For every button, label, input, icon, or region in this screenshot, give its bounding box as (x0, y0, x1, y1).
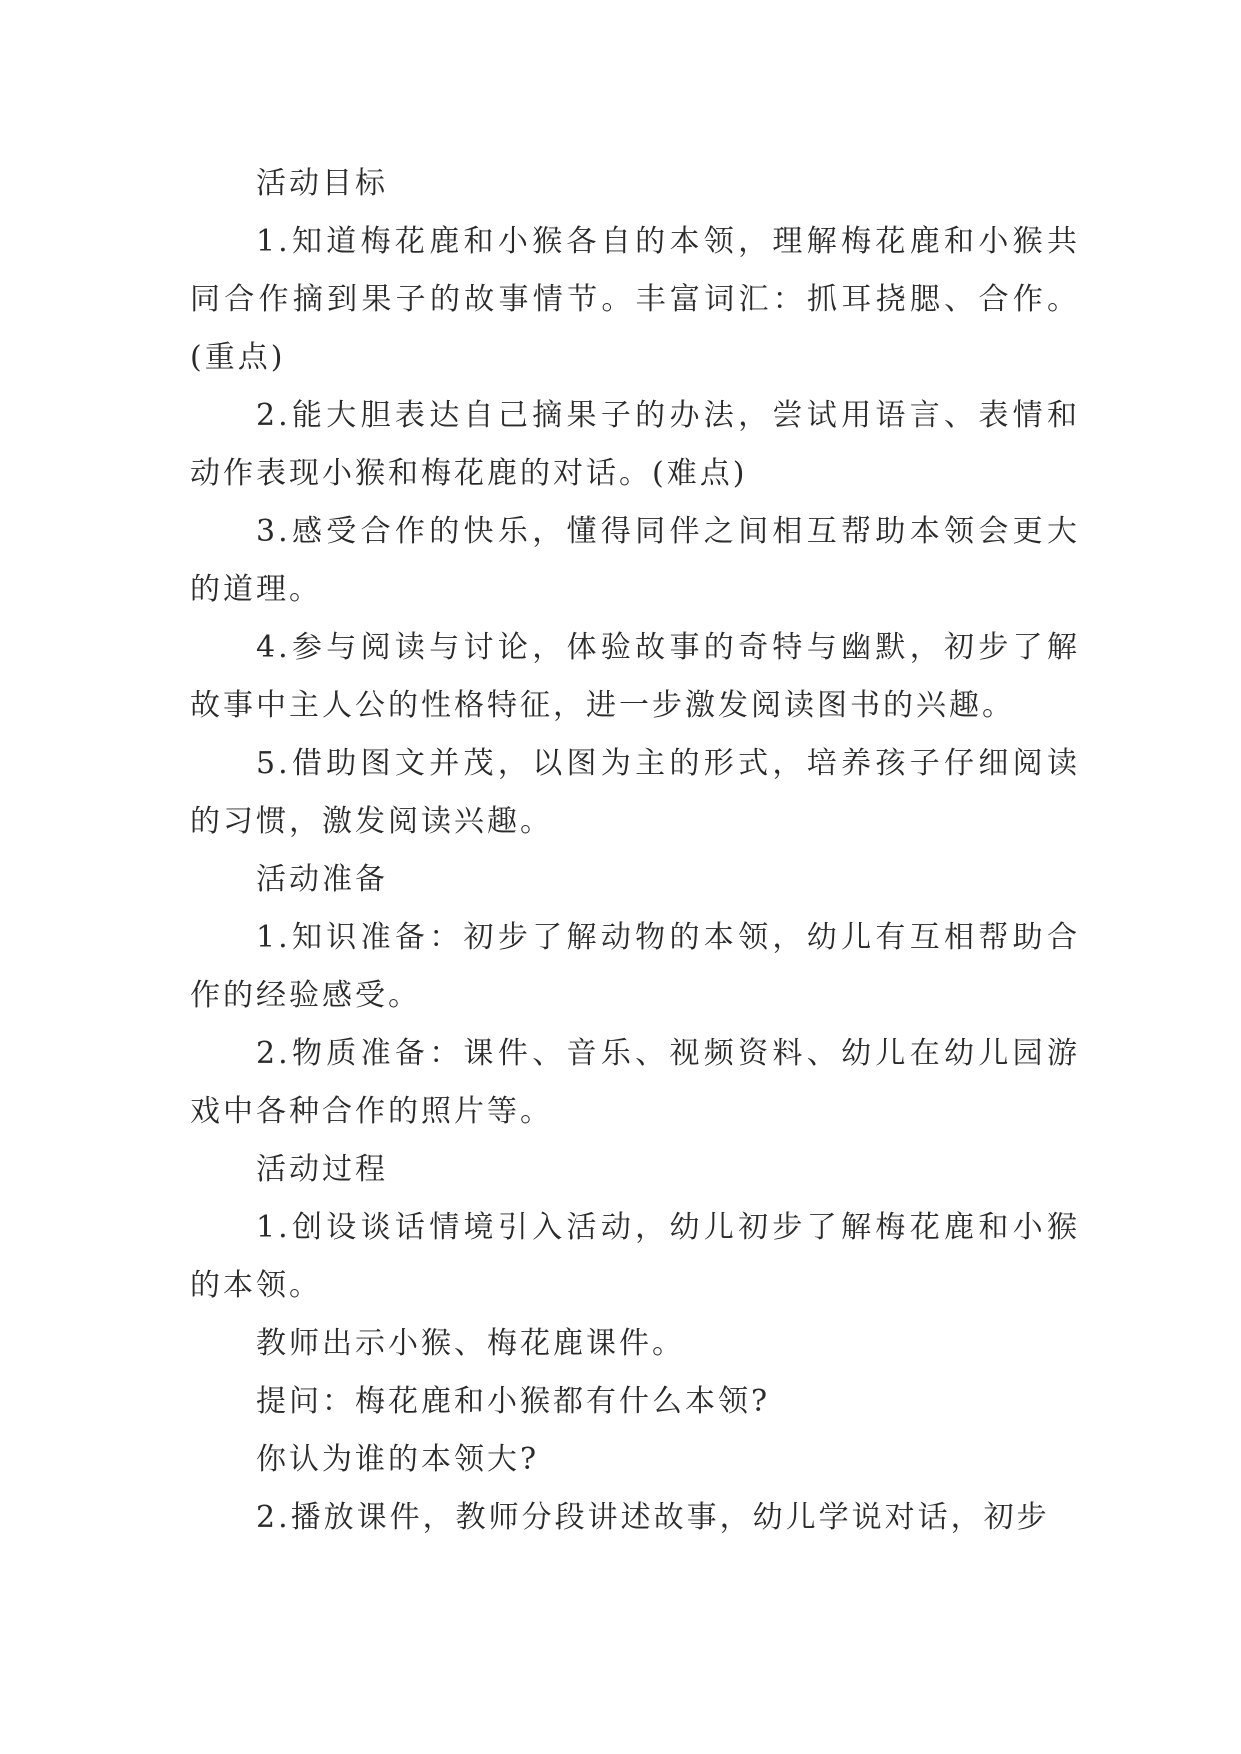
section-heading-goals: 活动目标 (256, 166, 388, 201)
process-paragraph: 教师出示小猴、梅花鹿课件。 (256, 1326, 685, 1361)
preparation-item-2: 2.物质准备：课件、音乐、视频资料、幼儿在幼儿园游戏中各种合作的照片等。 (190, 1036, 1080, 1129)
process-item-1: 1.创设谈话情境引入活动，幼儿初步了解梅花鹿和小猴的本领。 (190, 1210, 1080, 1303)
section-heading-process: 活动过程 (256, 1152, 388, 1187)
process-question-2: 你认为谁的本领大? (256, 1442, 540, 1477)
section-heading-preparation: 活动准备 (256, 862, 388, 897)
goal-item-3: 3.感受合作的快乐，懂得同伴之间相互帮助本领会更大的道理。 (190, 514, 1080, 607)
goal-item-4: 4.参与阅读与讨论，体验故事的奇特与幽默，初步了解故事中主人公的性格特征，进一步激发阅读图书的兴趣。 (190, 630, 1080, 723)
goal-item-2: 2.能大胆表达自己摘果子的办法，尝试用语言、表情和动作表现小猴和梅花鹿的对话。(难点) (190, 398, 1080, 491)
goal-item-5: 5.借助图文并茂，以图为主的形式，培养孩子仔细阅读的习惯，激发阅读兴趣。 (190, 746, 1080, 839)
document-body (190, 155, 1080, 1547)
preparation-item-1: 1.知识准备：初步了解动物的本领，幼儿有互相帮助合作的经验感受。 (190, 920, 1080, 1013)
process-question-1: 提问：梅花鹿和小猴都有什么本领? (256, 1384, 771, 1419)
process-item-2: 2.播放课件，教师分段讲述故事，幼儿学说对话，初步 (256, 1500, 1050, 1535)
goal-item-1: 1.知道梅花鹿和小猴各自的本领，理解梅花鹿和小猴共同合作摘到果子的故事情节。丰富词汇：抓耳挠腮、合作。(重点) (190, 224, 1080, 375)
